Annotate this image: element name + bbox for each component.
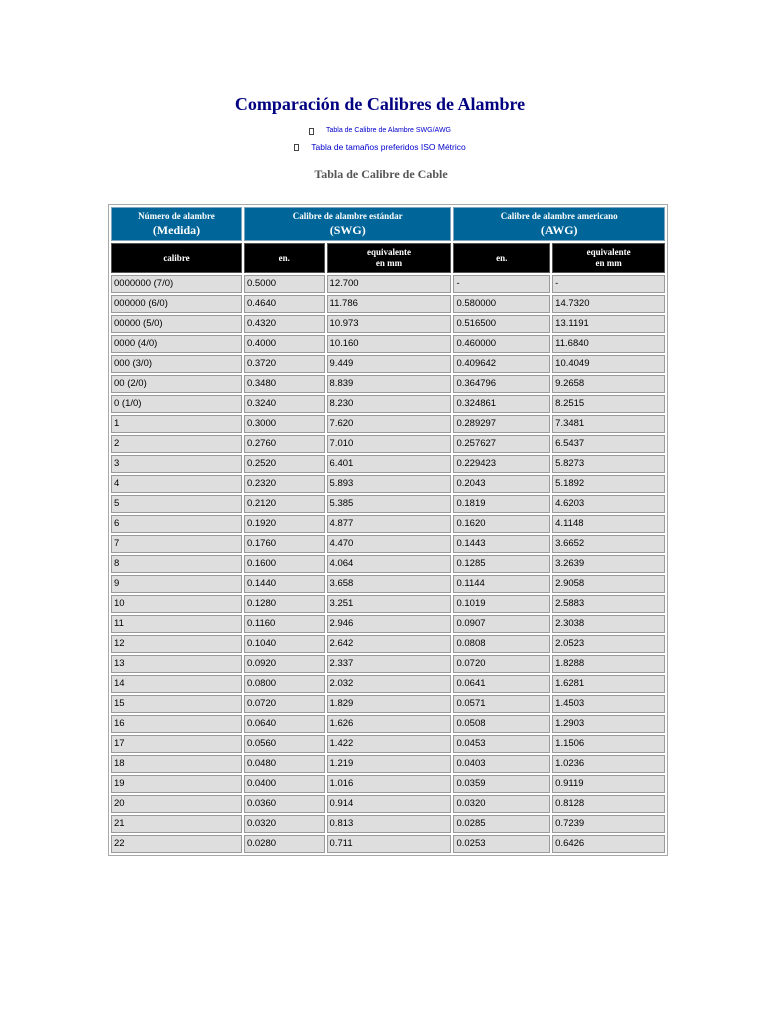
table-row <box>111 635 665 653</box>
cell-gauge: 17 <box>111 735 242 753</box>
cell-swg-mm: 4.877 <box>327 515 452 533</box>
cell-swg-in: 0.1440 <box>244 575 325 593</box>
table-row <box>111 495 665 513</box>
bullet-box-icon <box>294 144 299 151</box>
table-row <box>111 455 665 473</box>
sub-header-row <box>111 243 665 273</box>
link-row-iso-metric <box>0 139 760 155</box>
cell-awg-in: 0.289297 <box>453 415 550 433</box>
cell-swg-mm: 4.064 <box>327 555 452 573</box>
cell-swg-mm: 1.829 <box>327 695 452 713</box>
cell-awg-mm: 5.8273 <box>552 455 665 473</box>
header-awg-unit: (AWG) <box>540 223 578 237</box>
cell-gauge: 0 (1/0) <box>111 395 242 413</box>
cell-awg-mm: 9.2658 <box>552 375 665 393</box>
cell-gauge: 4 <box>111 475 242 493</box>
cell-awg-in: 0.0808 <box>453 635 550 653</box>
cell-awg-mm: 0.7239 <box>552 815 665 833</box>
cell-gauge: 13 <box>111 655 242 673</box>
table-row <box>111 295 665 313</box>
header-wire-number-unit: (Medida) <box>152 223 201 237</box>
cell-swg-mm: 1.626 <box>327 715 452 733</box>
table-title: Tabla de Calibre de Cable <box>314 167 448 181</box>
cell-swg-mm: 6.401 <box>327 455 452 473</box>
cell-swg-in: 0.0480 <box>244 755 325 773</box>
cell-awg-in: 0.1019 <box>453 595 550 613</box>
cell-swg-in: 0.2760 <box>244 435 325 453</box>
cell-awg-in: 0.0359 <box>453 775 550 793</box>
cell-awg-in: 0.1819 <box>453 495 550 513</box>
cell-swg-mm: 3.251 <box>327 595 452 613</box>
cell-gauge: 16 <box>111 715 242 733</box>
header-awg-label: Calibre de alambre americano <box>500 211 618 221</box>
cell-awg-in: 0.1443 <box>453 535 550 553</box>
table-row <box>111 795 665 813</box>
table-row <box>111 515 665 533</box>
cell-swg-in: 0.2320 <box>244 475 325 493</box>
cell-gauge: 21 <box>111 815 242 833</box>
cell-awg-in: 0.1144 <box>453 575 550 593</box>
cell-awg-in: 0.0403 <box>453 755 550 773</box>
cell-awg-in: 0.580000 <box>453 295 550 313</box>
cell-gauge: 18 <box>111 755 242 773</box>
cell-gauge: 0000 (4/0) <box>111 335 242 353</box>
cell-swg-mm: 9.449 <box>327 355 452 373</box>
cell-awg-mm: 5.1892 <box>552 475 665 493</box>
table-row <box>111 435 665 453</box>
table-row <box>111 815 665 833</box>
cell-swg-in: 0.3480 <box>244 375 325 393</box>
cell-swg-mm: 1.016 <box>327 775 452 793</box>
cell-gauge: 6 <box>111 515 242 533</box>
wire-gauge-table <box>108 204 668 856</box>
cell-swg-in: 0.0560 <box>244 735 325 753</box>
cell-gauge: 8 <box>111 555 242 573</box>
table-row <box>111 415 665 433</box>
table-row <box>111 555 665 573</box>
cell-swg-in: 0.3000 <box>244 415 325 433</box>
cell-swg-in: 0.2520 <box>244 455 325 473</box>
cell-gauge: 00000 (5/0) <box>111 315 242 333</box>
cell-gauge: 5 <box>111 495 242 513</box>
cell-gauge: 22 <box>111 835 242 853</box>
table-row <box>111 575 665 593</box>
cell-swg-mm: 7.620 <box>327 415 452 433</box>
subheader-swg-in: en. <box>244 243 325 273</box>
cell-swg-mm: 4.470 <box>327 535 452 553</box>
group-header-row <box>111 207 665 241</box>
cell-gauge: 000000 (6/0) <box>111 295 242 313</box>
cell-awg-mm: 2.9058 <box>552 575 665 593</box>
cell-gauge: 12 <box>111 635 242 653</box>
cell-swg-mm: 5.893 <box>327 475 452 493</box>
subheader-awg-mm <box>552 243 665 273</box>
cell-awg-mm: 3.6652 <box>552 535 665 553</box>
cell-swg-mm: 10.160 <box>327 335 452 353</box>
cell-awg-mm: 2.3038 <box>552 615 665 633</box>
cell-awg-in: 0.0253 <box>453 835 550 853</box>
subheader-swg-mm-line2: en mm <box>375 258 403 268</box>
cell-awg-mm: 2.5883 <box>552 595 665 613</box>
cell-swg-in: 0.0720 <box>244 695 325 713</box>
cell-awg-in: 0.0641 <box>453 675 550 693</box>
cell-swg-in: 0.4000 <box>244 335 325 353</box>
header-swg-label: Calibre de alambre estándar <box>292 211 403 221</box>
cell-gauge: 3 <box>111 455 242 473</box>
cell-awg-mm: 13.1191 <box>552 315 665 333</box>
subheader-swg-mm-line1: equivalente <box>366 247 411 257</box>
cell-swg-mm: 0.813 <box>327 815 452 833</box>
table-row <box>111 755 665 773</box>
header-swg-unit: (SWG) <box>329 223 366 237</box>
cell-awg-in: 0.0285 <box>453 815 550 833</box>
cell-awg-mm: 3.2639 <box>552 555 665 573</box>
table-row <box>111 835 665 853</box>
cell-swg-in: 0.1600 <box>244 555 325 573</box>
cell-awg-in: 0.364796 <box>453 375 550 393</box>
table-row <box>111 775 665 793</box>
header-wire-number <box>111 207 242 241</box>
cell-awg-in: 0.460000 <box>453 335 550 353</box>
cell-gauge: 0000000 (7/0) <box>111 275 242 293</box>
cell-awg-mm: 2.0523 <box>552 635 665 653</box>
cell-swg-in: 0.1040 <box>244 635 325 653</box>
cell-gauge: 00 (2/0) <box>111 375 242 393</box>
cell-swg-mm: 2.642 <box>327 635 452 653</box>
subheader-awg-in: en. <box>453 243 550 273</box>
table-row <box>111 335 665 353</box>
cell-swg-in: 0.0320 <box>244 815 325 833</box>
cell-swg-in: 0.0640 <box>244 715 325 733</box>
cell-swg-mm: 7.010 <box>327 435 452 453</box>
cell-awg-in: 0.2043 <box>453 475 550 493</box>
cell-awg-mm: - <box>552 275 665 293</box>
cell-awg-in: 0.0907 <box>453 615 550 633</box>
cell-swg-in: 0.0400 <box>244 775 325 793</box>
cell-awg-mm: 1.0236 <box>552 755 665 773</box>
table-row <box>111 315 665 333</box>
cell-awg-in: - <box>453 275 550 293</box>
cell-swg-mm: 2.946 <box>327 615 452 633</box>
cell-swg-in: 0.5000 <box>244 275 325 293</box>
table-row <box>111 395 665 413</box>
cell-awg-mm: 11.6840 <box>552 335 665 353</box>
cell-swg-in: 0.3720 <box>244 355 325 373</box>
cell-swg-in: 0.1760 <box>244 535 325 553</box>
cell-awg-in: 0.324861 <box>453 395 550 413</box>
table-row <box>111 355 665 373</box>
cell-swg-in: 0.4320 <box>244 315 325 333</box>
cell-swg-mm: 1.422 <box>327 735 452 753</box>
bullet-box-icon <box>309 128 314 135</box>
table-row <box>111 475 665 493</box>
cell-awg-in: 0.0571 <box>453 695 550 713</box>
cell-swg-mm: 5.385 <box>327 495 452 513</box>
cell-gauge: 19 <box>111 775 242 793</box>
subheader-calibre: calibre <box>111 243 242 273</box>
cell-awg-in: 0.257627 <box>453 435 550 453</box>
cell-swg-mm: 1.219 <box>327 755 452 773</box>
table-row <box>111 695 665 713</box>
cell-swg-in: 0.0360 <box>244 795 325 813</box>
link-list <box>0 123 760 155</box>
cell-awg-mm: 14.7320 <box>552 295 665 313</box>
cell-awg-mm: 7.3481 <box>552 415 665 433</box>
cell-awg-in: 0.1285 <box>453 555 550 573</box>
cell-awg-in: 0.516500 <box>453 315 550 333</box>
link-iso-metric-table[interactable]: Tabla de tamaños preferidos ISO Métrico <box>311 142 466 152</box>
cell-swg-mm: 2.032 <box>327 675 452 693</box>
cell-gauge: 7 <box>111 535 242 553</box>
cell-swg-in: 0.0280 <box>244 835 325 853</box>
cell-awg-mm: 1.6281 <box>552 675 665 693</box>
cell-swg-in: 0.3240 <box>244 395 325 413</box>
table-row <box>111 615 665 633</box>
cell-swg-in: 0.0800 <box>244 675 325 693</box>
cell-swg-mm: 10.973 <box>327 315 452 333</box>
cell-awg-mm: 4.6203 <box>552 495 665 513</box>
cell-gauge: 20 <box>111 795 242 813</box>
table-row <box>111 535 665 553</box>
cell-gauge: 2 <box>111 435 242 453</box>
cell-awg-in: 0.229423 <box>453 455 550 473</box>
cell-gauge: 10 <box>111 595 242 613</box>
cell-awg-mm: 0.8128 <box>552 795 665 813</box>
cell-awg-mm: 0.6426 <box>552 835 665 853</box>
cell-gauge: 9 <box>111 575 242 593</box>
subheader-awg-mm-line1: equivalente <box>586 247 631 257</box>
header-wire-number-label: Número de alambre <box>138 211 215 221</box>
cell-awg-mm: 1.2903 <box>552 715 665 733</box>
page-title: Comparación de Calibres de Alambre <box>234 94 526 114</box>
table-row <box>111 275 665 293</box>
cell-awg-mm: 6.5437 <box>552 435 665 453</box>
cell-awg-in: 0.0320 <box>453 795 550 813</box>
cell-awg-mm: 10.4049 <box>552 355 665 373</box>
subheader-swg-mm <box>327 243 452 273</box>
table-row <box>111 675 665 693</box>
cell-swg-mm: 8.839 <box>327 375 452 393</box>
link-swg-awg-table[interactable]: Tabla de Calibre de Alambre SWG/AWG <box>325 127 451 134</box>
header-swg <box>244 207 452 241</box>
cell-awg-mm: 8.2515 <box>552 395 665 413</box>
cell-swg-in: 0.1920 <box>244 515 325 533</box>
cell-awg-in: 0.0508 <box>453 715 550 733</box>
cell-awg-mm: 1.1506 <box>552 735 665 753</box>
cell-swg-mm: 11.786 <box>327 295 452 313</box>
cell-awg-mm: 4.1148 <box>552 515 665 533</box>
table-row <box>111 715 665 733</box>
cell-awg-mm: 0.9119 <box>552 775 665 793</box>
cell-swg-mm: 8.230 <box>327 395 452 413</box>
cell-awg-in: 0.0453 <box>453 735 550 753</box>
cell-awg-mm: 1.4503 <box>552 695 665 713</box>
cell-swg-mm: 2.337 <box>327 655 452 673</box>
cell-gauge: 15 <box>111 695 242 713</box>
cell-gauge: 000 (3/0) <box>111 355 242 373</box>
cell-swg-in: 0.1280 <box>244 595 325 613</box>
cell-gauge: 1 <box>111 415 242 433</box>
cell-awg-in: 0.0720 <box>453 655 550 673</box>
table-row <box>111 735 665 753</box>
cell-awg-in: 0.1620 <box>453 515 550 533</box>
cell-swg-mm: 12.700 <box>327 275 452 293</box>
cell-swg-in: 0.0920 <box>244 655 325 673</box>
cell-swg-in: 0.2120 <box>244 495 325 513</box>
cell-gauge: 14 <box>111 675 242 693</box>
cell-swg-mm: 3.658 <box>327 575 452 593</box>
header-awg <box>453 207 665 241</box>
table-row <box>111 595 665 613</box>
cell-swg-mm: 0.914 <box>327 795 452 813</box>
link-row-swg-awg <box>0 123 760 139</box>
cell-swg-in: 0.4640 <box>244 295 325 313</box>
cell-awg-mm: 1.8288 <box>552 655 665 673</box>
table-row <box>111 375 665 393</box>
cell-swg-in: 0.1160 <box>244 615 325 633</box>
cell-awg-in: 0.409642 <box>453 355 550 373</box>
subheader-awg-mm-line2: en mm <box>595 258 622 268</box>
cell-swg-mm: 0.711 <box>327 835 452 853</box>
cell-gauge: 11 <box>111 615 242 633</box>
table-row <box>111 655 665 673</box>
table-body <box>111 275 665 853</box>
